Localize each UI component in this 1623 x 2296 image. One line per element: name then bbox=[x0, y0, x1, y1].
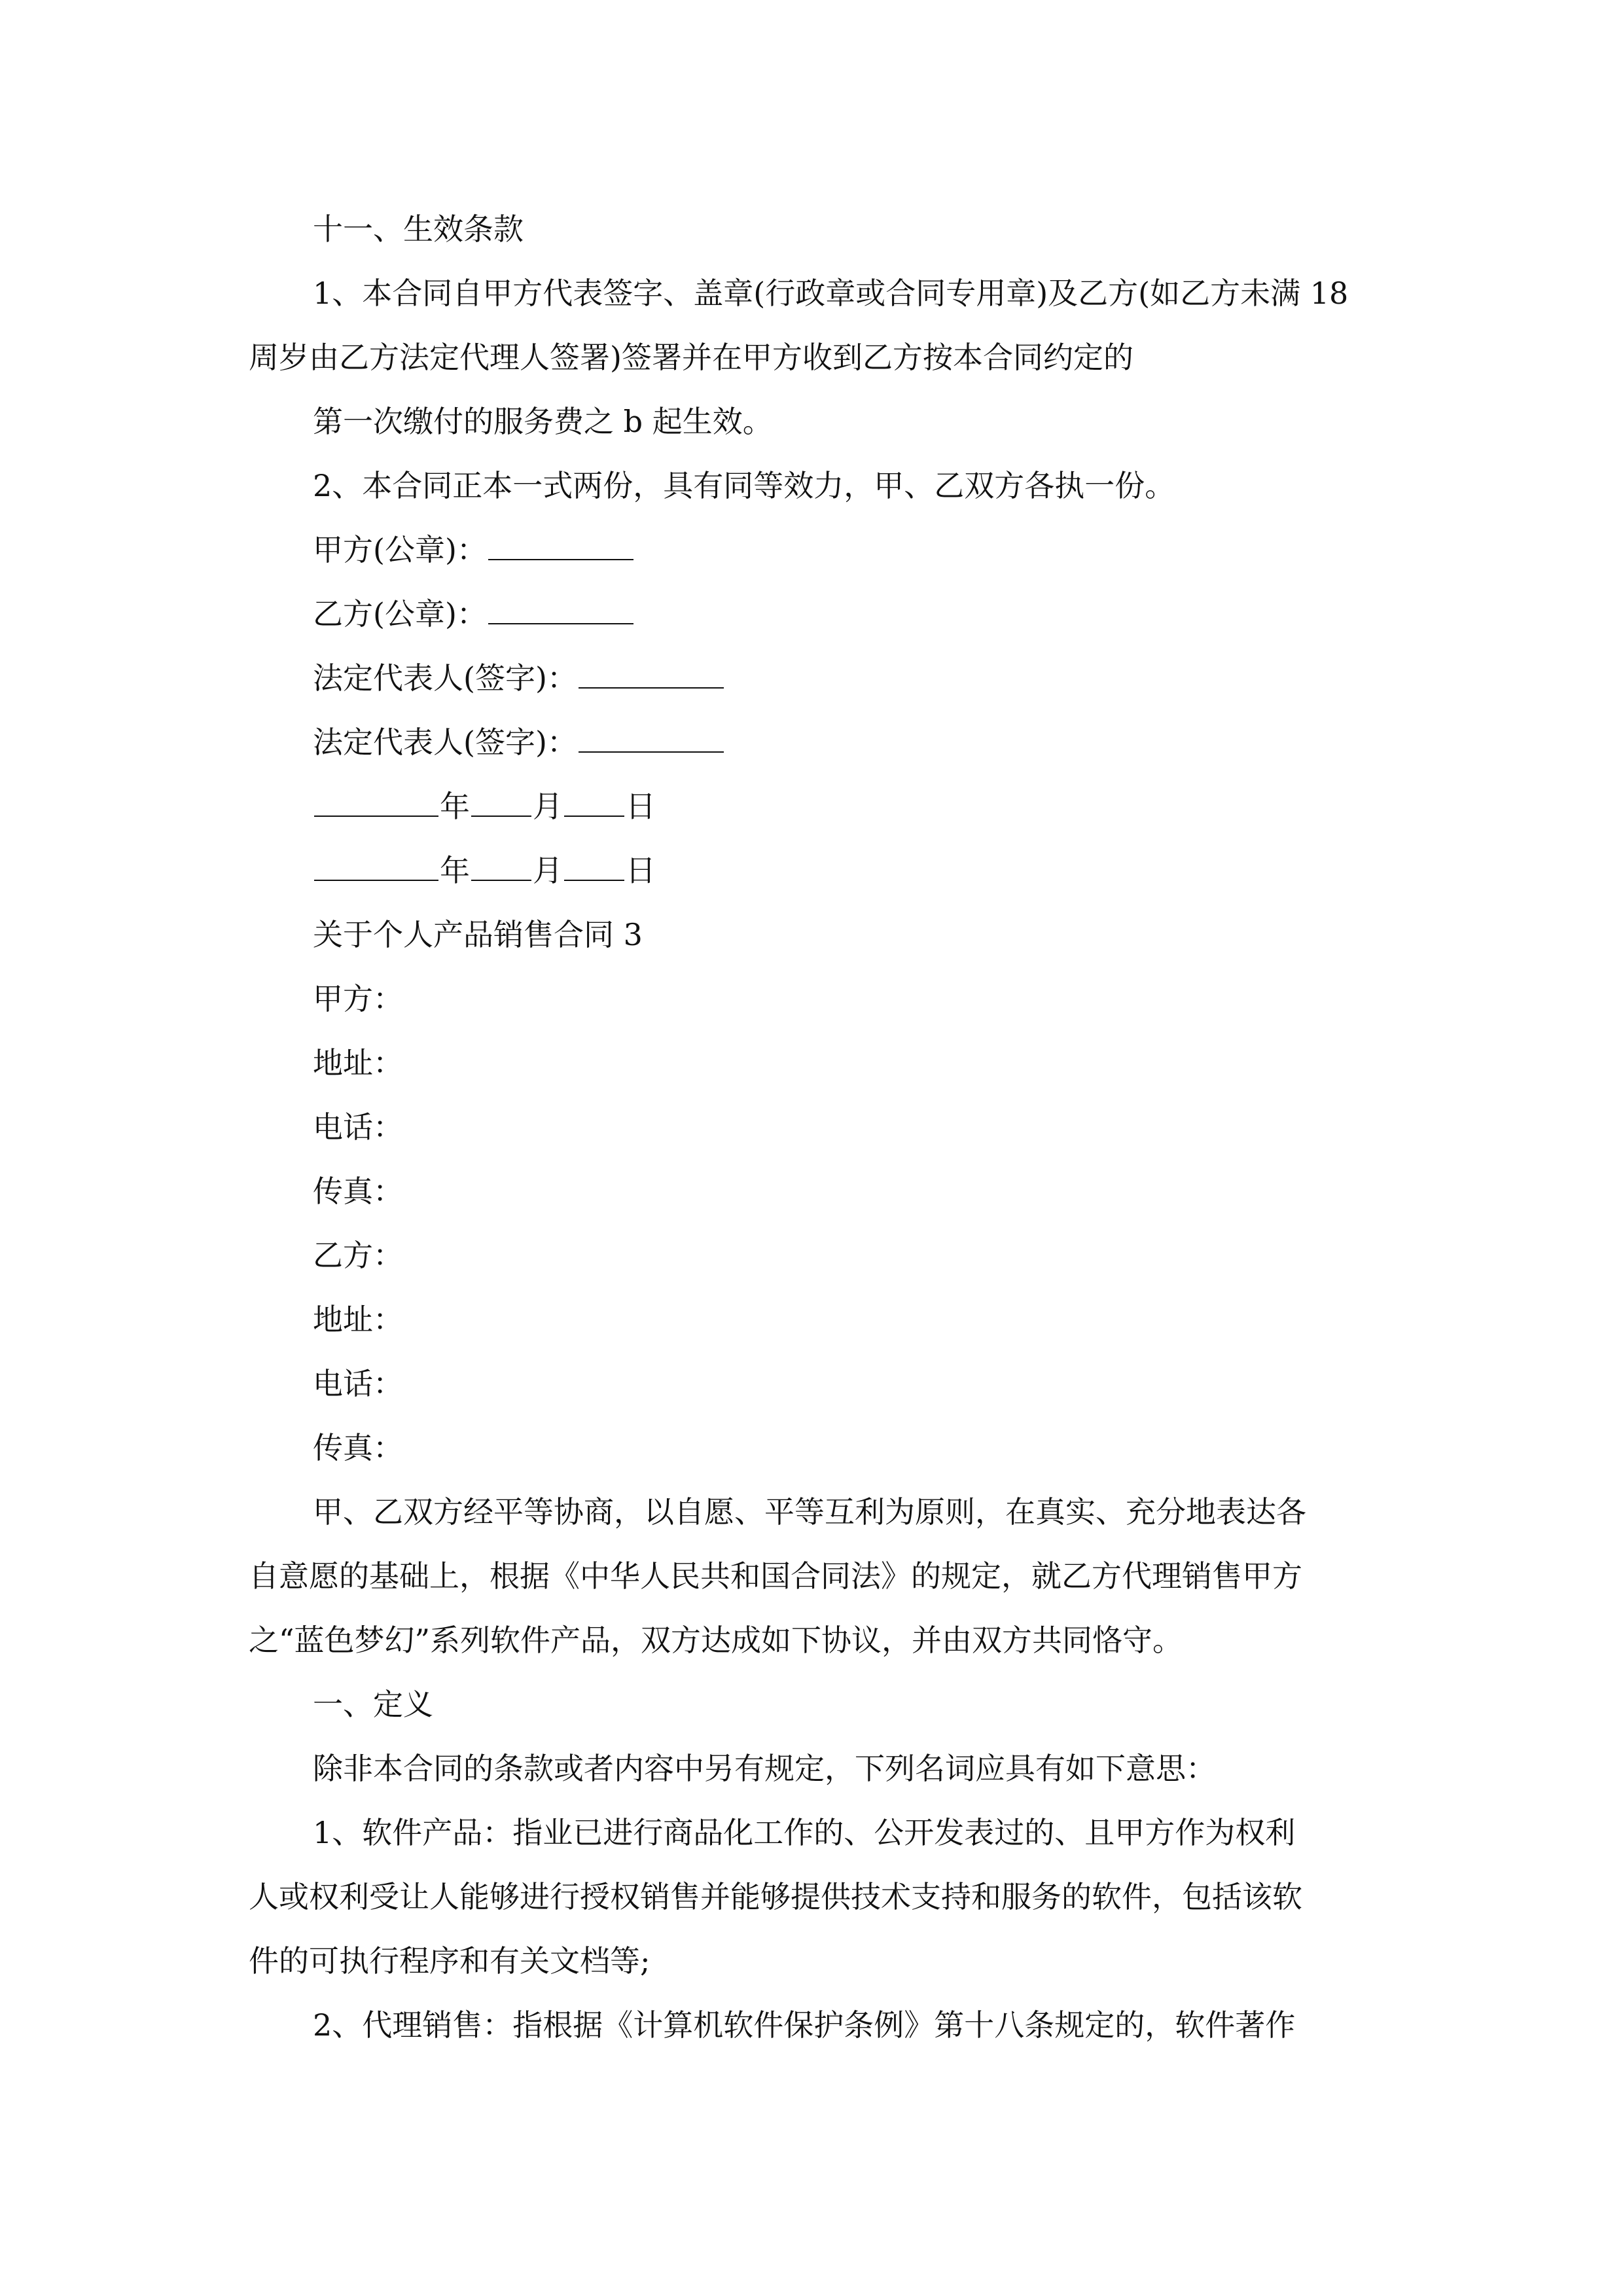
field-phone: 电话： bbox=[313, 1366, 403, 1401]
day-label: 日 bbox=[626, 853, 656, 888]
paragraph-line: 1、本合同自甲方代表签字、盖章(行政章或合同专用章)及乙方(如乙方未满 18 bbox=[313, 276, 1349, 311]
date-line-2 bbox=[313, 851, 656, 890]
signature-line-legal-rep-2 bbox=[313, 723, 725, 762]
signature-line-party-b-seal bbox=[313, 594, 635, 634]
paragraph-line: 2、代理销售：指根据《计算机软件保护条例》第十八条规定的，软件著作 bbox=[313, 2007, 1296, 2043]
field-phone: 电话： bbox=[313, 1109, 403, 1145]
year-blank bbox=[314, 853, 438, 881]
day-blank bbox=[564, 789, 624, 817]
paragraph-line: 周岁由乙方法定代理人签署)签署并在甲方收到乙方按本合同约定的 bbox=[249, 340, 1133, 375]
section-heading-definitions: 一、定义 bbox=[313, 1687, 433, 1722]
signature-line-legal-rep-1 bbox=[313, 658, 725, 698]
paragraph-line: 人或权利受让人能够进行授权销售并能够提供技术支持和服务的软件，包括该软 bbox=[249, 1879, 1302, 1914]
paragraph-line: 1、软件产品：指业已进行商品化工作的、公开发表过的、且甲方作为权利 bbox=[313, 1815, 1296, 1850]
signature-label: 法定代表人(签字)： bbox=[313, 660, 577, 696]
signature-blank bbox=[488, 533, 633, 560]
paragraph-line: 2、本合同正本一式两份，具有同等效力，甲、乙双方各执一份。 bbox=[313, 468, 1175, 503]
section-heading-effective-clause: 十一、生效条款 bbox=[313, 211, 524, 247]
contract-title: 关于个人产品销售合同 3 bbox=[313, 917, 643, 952]
date-line-1 bbox=[313, 787, 656, 826]
signature-label: 法定代表人(签字)： bbox=[313, 725, 577, 760]
paragraph-line: 甲、乙双方经平等协商，以自愿、平等互利为原则，在真实、充分地表达各 bbox=[313, 1494, 1306, 1530]
signature-line-party-a-seal bbox=[313, 530, 635, 569]
year-blank bbox=[314, 789, 438, 817]
paragraph-line: 之“蓝色梦幻”系列软件产品，双方达成如下协议，并由双方共同恪守。 bbox=[249, 1623, 1183, 1658]
field-party-a: 甲方： bbox=[313, 981, 403, 1016]
field-party-b: 乙方： bbox=[313, 1238, 403, 1273]
day-label: 日 bbox=[626, 789, 656, 824]
field-address: 地址： bbox=[313, 1045, 403, 1081]
year-label: 年 bbox=[440, 853, 470, 888]
signature-blank bbox=[579, 661, 724, 689]
day-blank bbox=[564, 853, 624, 881]
field-fax: 传真： bbox=[313, 1430, 403, 1465]
month-blank bbox=[471, 789, 531, 817]
paragraph-line: 第一次缴付的服务费之 b 起生效。 bbox=[313, 404, 773, 439]
signature-blank bbox=[579, 725, 724, 753]
month-label: 月 bbox=[533, 853, 563, 888]
paragraph-line: 件的可执行程序和有关文档等; bbox=[249, 1943, 651, 1979]
month-label: 月 bbox=[533, 789, 563, 824]
signature-label: 乙方(公章)： bbox=[313, 596, 487, 632]
month-blank bbox=[471, 853, 531, 881]
field-address: 地址： bbox=[313, 1302, 403, 1337]
paragraph-line: 自意愿的基础上，根据《中华人民共和国合同法》的规定，就乙方代理销售甲方 bbox=[249, 1558, 1302, 1594]
signature-label: 甲方(公章)： bbox=[313, 532, 487, 567]
field-fax: 传真： bbox=[313, 1174, 403, 1209]
signature-blank bbox=[488, 597, 633, 624]
paragraph-line: 除非本合同的条款或者内容中另有规定，下列名词应具有如下意思： bbox=[313, 1751, 1216, 1786]
year-label: 年 bbox=[440, 789, 470, 824]
